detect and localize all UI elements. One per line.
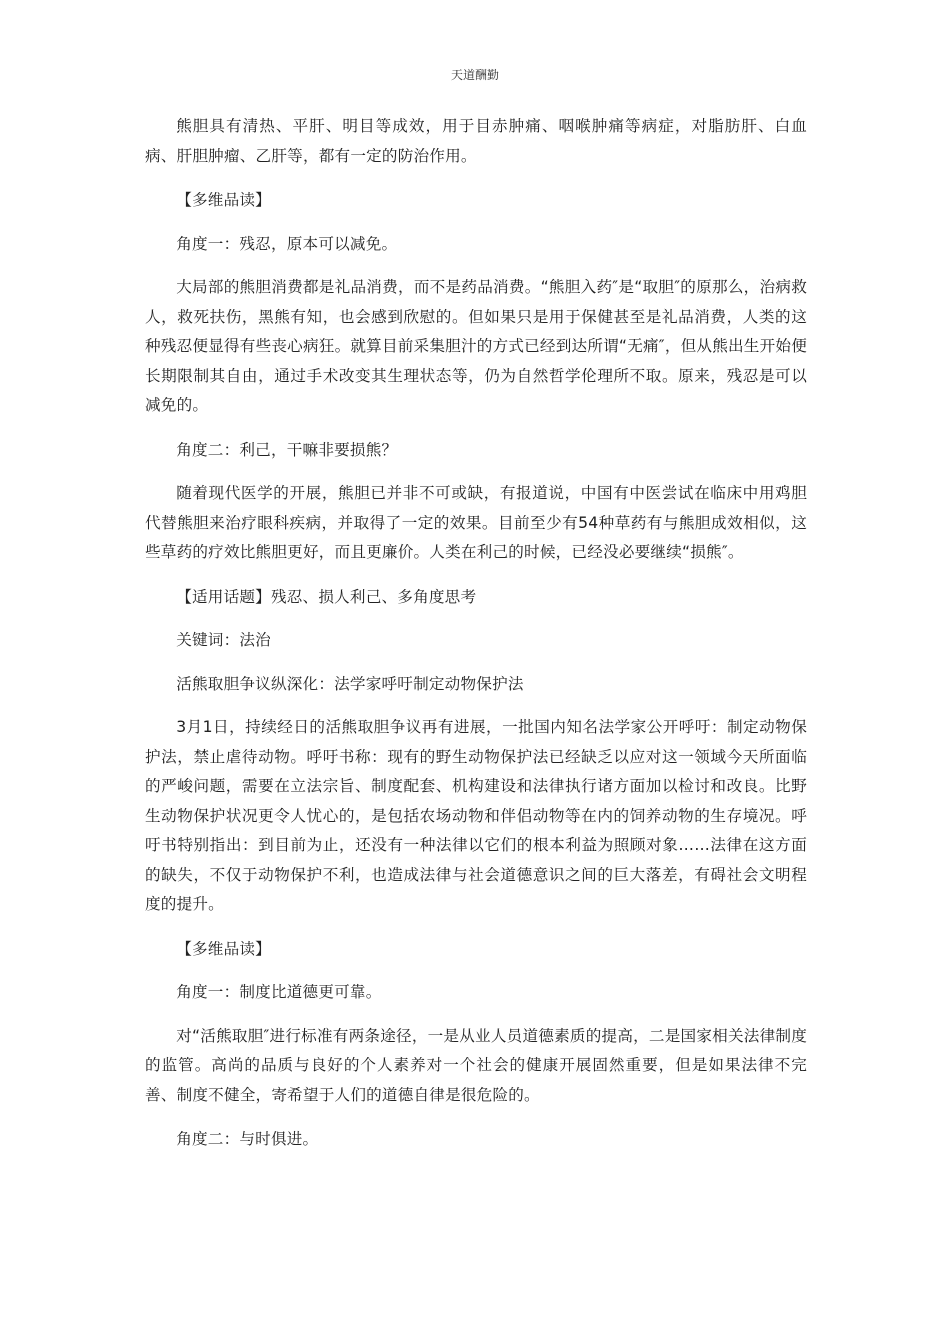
angle-two-heading: 角度二：利己，干嘛非要损熊？: [176, 440, 398, 459]
applicable-topics: 【适用话题】残忍、损人利己、多角度思考: [176, 587, 477, 606]
page-header: 天道酬勤: [450, 68, 499, 82]
section-heading-multi-reading: 【多维品读】: [176, 191, 271, 209]
angle-two-heading-2: 角度二：与时俱进。: [176, 1130, 319, 1148]
section-heading-multi-reading-2: 【多维品读】: [176, 939, 271, 958]
paragraph-legal-appeal: 3月1日，持续经日的活熊取胆争议再有进展，一批国内知名法学家公开呼吁：制定动物保护法，禁止虐待动物。呼吁书称：现有的野生动物保护法已经缺乏以应对这一领域今天所面临的严峻问题，需要在立法宗旨、制度配套、机构建设和法律执行诸方面加以检讨和改良。比野生动物保护状况更令人忧心的，是包括农场动物和伴侣动物等在内的饲养动物的生存境况。呼吁书特别指出：到目前为止，还没有一种法律以它们的根本利益为照顾对象……法律在这方面的缺失，不仅于动物保护不利，也造成法律与社会道德意识之间的巨大落差，有碍社会文明程度的提升。: [145, 718, 807, 913]
angle-one-heading: 角度一：残忍，原本可以减免。: [176, 234, 398, 253]
keyword-rule-of-law: 关键词：法治: [176, 631, 271, 649]
paragraph-bear-bile-effects: 熊胆具有清热、平肝、明目等成效，用于目赤肿痛、咽喉肿痛等病症，对脂肪肝、白血病、肝胆肿瘤、乙肝等，都有一定的防治作用。: [145, 117, 807, 165]
news-headline: 活熊取胆争议纵深化：法学家呼吁制定动物保护法: [176, 674, 524, 693]
angle-one-heading-2: 角度一：制度比道德更可靠。: [176, 983, 382, 1001]
paragraph-cruelty: 大局部的熊胆消费都是礼品消费，而不是药品消费。“熊胆入药″是“取胆″的原那么，治病救人，救死扶伤，黑熊有知，也会感到欣慰的。但如果只是用于保健甚至是礼品消费，人类的这种残忍便显得有些丧心病狂。就算目前采集胆汁的方式已经到达所谓“无痛″，但从熊出生开始便长期限制其自由，通过手术改变其生理状态等，仍为自然哲学伦理所不取。原来，残忍是可以减免的。: [145, 278, 807, 414]
document-body: [145, 112, 807, 1169]
paragraph-alternatives: 随着现代医学的开展，熊胆已并非不可或缺，有报道说，中国有中医尝试在临床中用鸡胆代替熊胆来治疗眼科疾病，并取得了一定的效果。目前至少有54种草药有与熊胆成效相似，这些草药的疗效比熊胆更好，而且更廉价。人类在利己的时候，已经没必要继续“损熊″。: [145, 484, 807, 561]
paragraph-system-vs-morality: 对“活熊取胆″进行标准有两条途径，一是从业人员道德素质的提高，二是国家相关法律制度的监管。高尚的品质与良好的个人素养对一个社会的健康开展固然重要，但是如果法律不完善、制度不健全，寄希望于人们的道德自律是很危险的。: [145, 1026, 807, 1104]
